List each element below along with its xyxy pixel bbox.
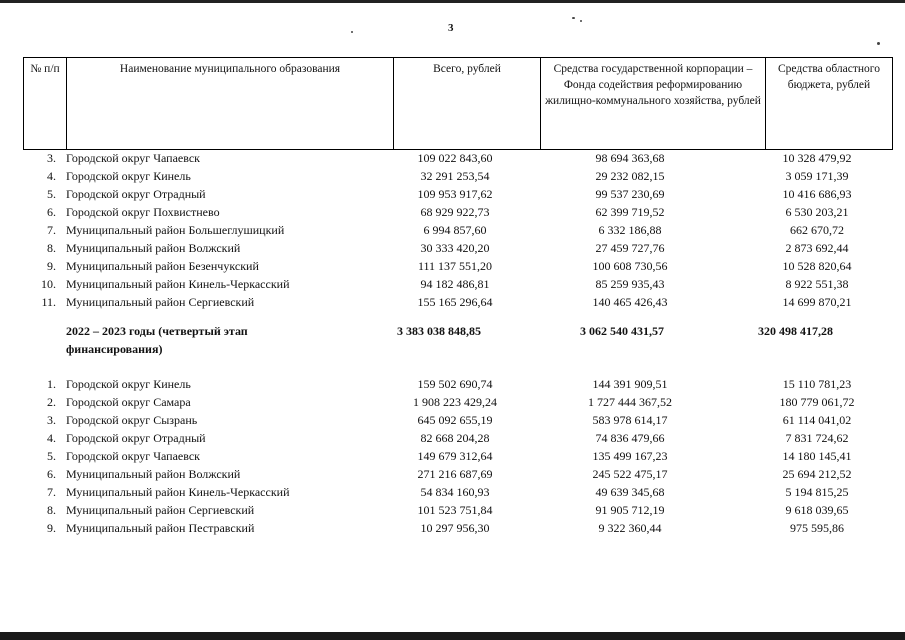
- total-amount: 82 668 204,28: [420, 431, 490, 445]
- total-amount: 155 165 296,64: [417, 295, 493, 309]
- regional-amount: 7 831 724,62: [785, 431, 849, 445]
- municipality-name: Муниципальный район Сергиевский: [66, 503, 255, 517]
- regional-amount: 25 694 212,52: [782, 467, 852, 481]
- municipality-name: Городской округ Самара: [66, 395, 191, 409]
- municipality-name: Муниципальный район Безенчукский: [66, 259, 259, 273]
- state-fund-amount: 245 522 475,17: [592, 467, 668, 481]
- regional-amount: 15 110 781,23: [782, 377, 852, 391]
- header-num: № п/п: [24, 58, 67, 150]
- table-row: [0, 519, 905, 537]
- row-number: 4.: [47, 169, 56, 183]
- page-number: 3: [448, 22, 454, 34]
- regional-amount: 5 194 815,25: [785, 485, 849, 499]
- state-fund-amount: 99 537 230,69: [595, 187, 665, 201]
- table-row: [0, 149, 905, 167]
- row-number: 5.: [47, 187, 56, 201]
- row-number: 2.: [47, 395, 56, 409]
- state-fund-amount: 29 232 082,15: [595, 169, 665, 183]
- municipality-name: Городской округ Кинель: [66, 169, 191, 183]
- state-fund-amount: 74 836 479,66: [595, 431, 665, 445]
- header-total: Всего, рублей: [394, 58, 541, 150]
- stage-title: 2022 – 2023 годы (четвертый этап финансирования): [66, 324, 248, 356]
- total-amount: 94 182 486,81: [420, 277, 490, 291]
- state-fund-amount: 62 399 719,52: [595, 205, 665, 219]
- row-number: 3.: [47, 151, 56, 165]
- regional-amount: 10 416 686,93: [782, 187, 852, 201]
- municipality-name: Муниципальный район Сергиевский: [66, 295, 255, 309]
- table-row: [0, 239, 905, 257]
- stage-state: 3 062 540 431,57: [580, 324, 664, 338]
- state-fund-amount: 1 727 444 367,52: [588, 395, 672, 409]
- total-amount: 109 953 917,62: [417, 187, 493, 201]
- table-row: [0, 411, 905, 429]
- regional-amount: 6 530 203,21: [785, 205, 849, 219]
- municipality-name: Городской округ Кинель: [66, 377, 191, 391]
- row-number: 8.: [47, 503, 56, 517]
- table-row: [0, 501, 905, 519]
- state-fund-amount: 140 465 426,43: [592, 295, 668, 309]
- total-amount: 645 092 655,19: [417, 413, 493, 427]
- row-number: 6.: [47, 467, 56, 481]
- municipality-name: Городской округ Отрадный: [66, 187, 206, 201]
- regional-amount: 2 873 692,44: [785, 241, 849, 255]
- header-state-fund: Средства государственной корпорации – Фонда содействия реформированию жилищно-коммунального хозяйства, рублей: [541, 58, 766, 150]
- top-scan-border: [0, 0, 905, 3]
- total-amount: 6 994 857,60: [423, 223, 487, 237]
- regional-amount: 975 595,86: [790, 521, 844, 535]
- total-amount: 30 333 420,20: [420, 241, 490, 255]
- municipality-name: Городской округ Похвистнево: [66, 205, 220, 219]
- table-row: [0, 375, 905, 393]
- regional-amount: 10 328 479,92: [782, 151, 852, 165]
- table-header: [23, 57, 893, 150]
- row-number: 7.: [47, 223, 56, 237]
- table-row: [0, 203, 905, 221]
- state-fund-amount: 583 978 614,17: [592, 413, 668, 427]
- state-fund-amount: 91 905 712,19: [595, 503, 665, 517]
- municipality-name: Муниципальный район Большеглушицкий: [66, 223, 285, 237]
- municipality-name: Городской округ Сызрань: [66, 413, 198, 427]
- row-number: 6.: [47, 205, 56, 219]
- row-number: 7.: [47, 485, 56, 499]
- state-fund-amount: 98 694 363,68: [595, 151, 665, 165]
- table-row: [0, 221, 905, 239]
- row-number: 5.: [47, 449, 56, 463]
- municipality-name: Муниципальный район Пестравский: [66, 521, 255, 535]
- regional-amount: 8 922 551,38: [785, 277, 849, 291]
- state-fund-amount: 85 259 935,43: [595, 277, 665, 291]
- header-name: Наименование муниципального образования: [67, 58, 394, 150]
- regional-amount: 10 528 820,64: [782, 259, 852, 273]
- state-fund-amount: 6 332 186,88: [598, 223, 662, 237]
- regional-amount: 180 779 061,72: [779, 395, 855, 409]
- bottom-scan-border: [0, 632, 905, 640]
- municipality-name: Муниципальный район Кинель-Черкасский: [66, 277, 290, 291]
- state-fund-amount: 135 499 167,23: [592, 449, 668, 463]
- total-amount: 1 908 223 429,24: [413, 395, 497, 409]
- state-fund-amount: 144 391 909,51: [592, 377, 668, 391]
- row-number: 9.: [47, 521, 56, 535]
- municipality-name: Муниципальный район Волжский: [66, 467, 241, 481]
- row-number: 8.: [47, 241, 56, 255]
- scan-speck: [572, 17, 575, 19]
- scan-speck: [877, 42, 880, 45]
- table-row: [0, 185, 905, 203]
- row-number: 10.: [41, 277, 56, 291]
- scan-speck: [580, 20, 582, 22]
- table-row: [0, 393, 905, 411]
- table-row: [0, 465, 905, 483]
- total-amount: 271 216 687,69: [417, 467, 493, 481]
- total-amount: 159 502 690,74: [417, 377, 493, 391]
- total-amount: 149 679 312,64: [417, 449, 493, 463]
- table-row: [0, 275, 905, 293]
- row-number: 11.: [41, 295, 56, 309]
- regional-amount: 9 618 039,65: [785, 503, 849, 517]
- row-number: 1.: [47, 377, 56, 391]
- state-fund-amount: 49 639 345,68: [595, 485, 665, 499]
- table-body-stage4: [0, 375, 905, 537]
- state-fund-amount: 100 608 730,56: [592, 259, 668, 273]
- total-amount: 68 929 922,73: [420, 205, 490, 219]
- row-number: 9.: [47, 259, 56, 273]
- regional-amount: 3 059 171,39: [785, 169, 849, 183]
- total-amount: 109 022 843,60: [417, 151, 493, 165]
- municipality-name: Муниципальный район Кинель-Черкасский: [66, 485, 290, 499]
- row-number: 4.: [47, 431, 56, 445]
- regional-amount: 662 670,72: [790, 223, 844, 237]
- total-amount: 10 297 956,30: [420, 521, 490, 535]
- municipality-name: Городской округ Чапаевск: [66, 449, 200, 463]
- municipality-name: Городской округ Чапаевск: [66, 151, 200, 165]
- total-amount: 101 523 751,84: [417, 503, 493, 517]
- table-row: [0, 447, 905, 465]
- scan-speck: [351, 31, 353, 33]
- regional-amount: 14 699 870,21: [782, 295, 852, 309]
- regional-amount: 61 114 041,02: [782, 413, 852, 427]
- total-amount: 32 291 253,54: [420, 169, 490, 183]
- municipality-name: Муниципальный район Волжский: [66, 241, 241, 255]
- table-row: [0, 167, 905, 185]
- regional-amount: 14 180 145,41: [782, 449, 852, 463]
- table-row: [0, 429, 905, 447]
- state-fund-amount: 9 322 360,44: [598, 521, 662, 535]
- total-amount: 111 137 551,20: [417, 259, 493, 273]
- table-row: [0, 257, 905, 275]
- stage-total: 3 383 038 848,85: [397, 324, 481, 338]
- stage-region: 320 498 417,28: [758, 324, 833, 338]
- table-row: [0, 293, 905, 311]
- table-body-stage3: [0, 149, 905, 311]
- row-number: 3.: [47, 413, 56, 427]
- table-row: [0, 483, 905, 501]
- total-amount: 54 834 160,93: [420, 485, 490, 499]
- municipality-name: Городской округ Отрадный: [66, 431, 206, 445]
- state-fund-amount: 27 459 727,76: [595, 241, 665, 255]
- header-regional: Средства областного бюджета, рублей: [766, 58, 893, 150]
